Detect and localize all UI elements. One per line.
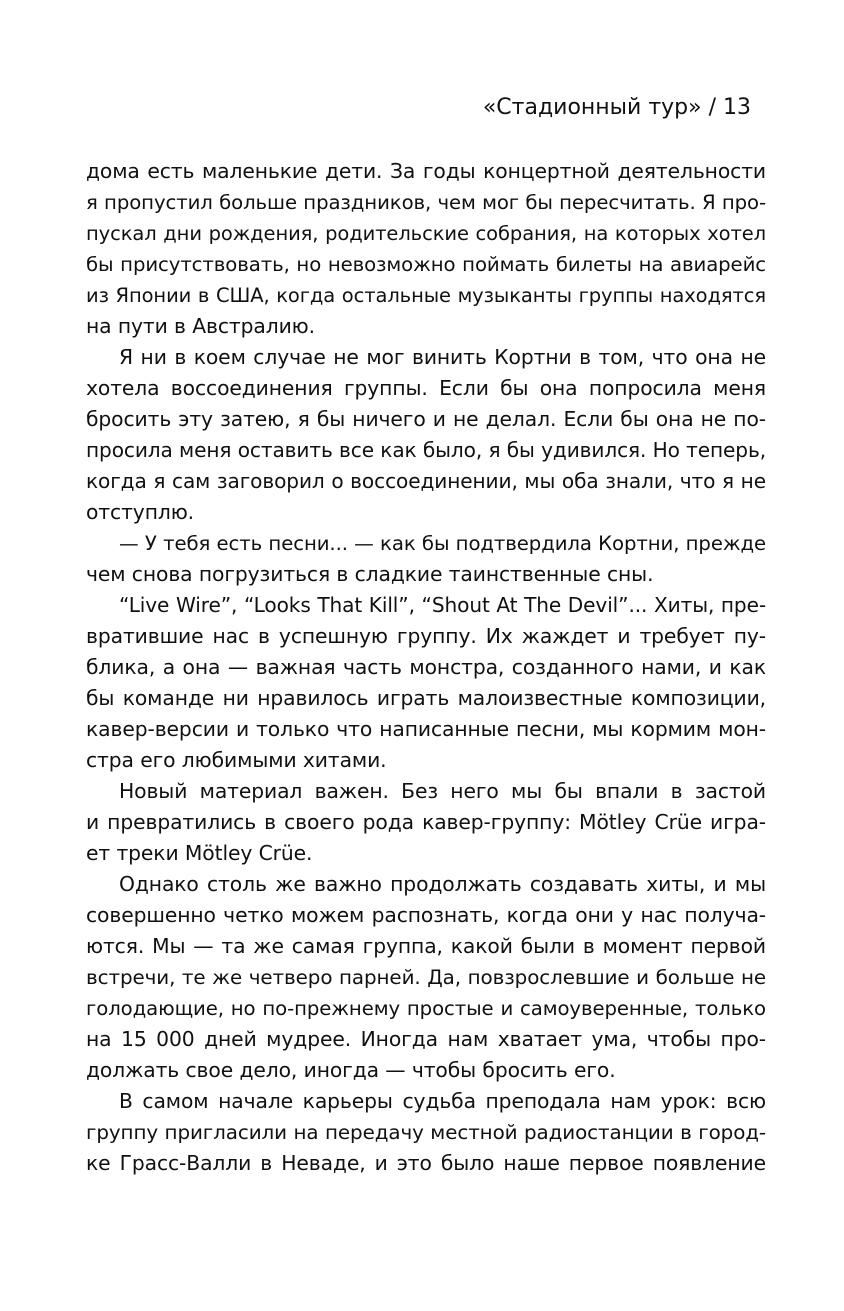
text-line: чем снова погрузиться в сладкие таинственные сны. — [86, 562, 654, 586]
text-line: группу пригласили на передачу местной радиостанции в город- — [86, 1121, 766, 1144]
text-line: ке Грасс-Валли в Неваде, и это было наше первое появление — [86, 1151, 766, 1175]
text-line: Я ни в коем случае не мог винить Кортни в том, что она не — [119, 345, 766, 369]
text-line: — У тебя есть песни... — как бы подтвердила Кортни, прежде — [119, 532, 766, 555]
text-line: Однако столь же важно продолжать создавать хиты, и мы — [119, 872, 766, 896]
text-line: голодающие, но по-прежнему простые и самоуверенные, только — [86, 997, 766, 1020]
text-line: я пропустил больше праздников, чем мог бы пересчитать. Я про- — [86, 191, 766, 214]
text-line: В самом начале карьеры судьба преподала нам урок: всю — [119, 1089, 766, 1113]
running-head: «Стадионный тур» / 13 — [482, 95, 751, 120]
text-line: из Японии в США, когда остальные музыканты группы находятся — [86, 284, 766, 307]
text-line: Новый материал важен. Без него мы бы впали в застой — [119, 779, 766, 803]
text-line: дома есть маленькие дети. За годы концертной деятельности — [86, 159, 766, 183]
body-text — [86, 156, 766, 1179]
text-line: отступлю. — [86, 500, 195, 524]
text-line: бы присутствовать, но невозможно поймать билеты на авиарейс — [86, 253, 766, 276]
text-line: пускал дни рождения, родительские собрания, на которых хотел — [86, 222, 766, 245]
text-line: стра его любимыми хитами. — [86, 748, 387, 772]
text-line: “Live Wire”, “Looks That Kill”, “Shout At The Devil”... Хиты, пре- — [119, 593, 766, 617]
text-line: блика, а она — важная часть монстра, созданного нами, и как — [86, 655, 766, 679]
text-line: бы команде ни нравилось играть малоизвестные композиции, — [86, 686, 766, 710]
text-line: бросить эту затею, я бы ничего и не делал. Если бы она не по- — [86, 407, 766, 431]
text-line: и превратились в своего рода кавер-группу: Mötley Crüe игра- — [86, 810, 766, 834]
text-line: совершенно четко можем распознать, когда они у нас получа- — [86, 903, 766, 927]
text-line: должать свое дело, иногда — чтобы бросить его. — [86, 1058, 616, 1082]
text-line: на пути в Австралию. — [86, 314, 315, 338]
text-line: вратившие нас в успешную группу. Их жаждет и требует пу- — [86, 624, 766, 648]
text-line: просила меня оставить все как было, я бы удивился. Но теперь, — [86, 438, 766, 462]
text-line: на 15 000 дней мудрее. Иногда нам хватает ума, чтобы про- — [86, 1027, 766, 1051]
text-line: когда я сам заговорил о воссоединении, мы оба знали, что я не — [86, 469, 766, 493]
text-line: кавер-версии и только что написанные песни, мы кормим мон- — [86, 717, 766, 741]
text-line: встречи, те же четверо парней. Да, повзрослевшие и больше не — [86, 966, 766, 989]
text-line: ет треки Mötley Crüe. — [86, 841, 313, 865]
text-line: хотела воссоединения группы. Если бы она попросила меня — [86, 376, 766, 400]
text-line: ются. Мы — та же самая группа, какой были в момент первой — [86, 934, 766, 958]
